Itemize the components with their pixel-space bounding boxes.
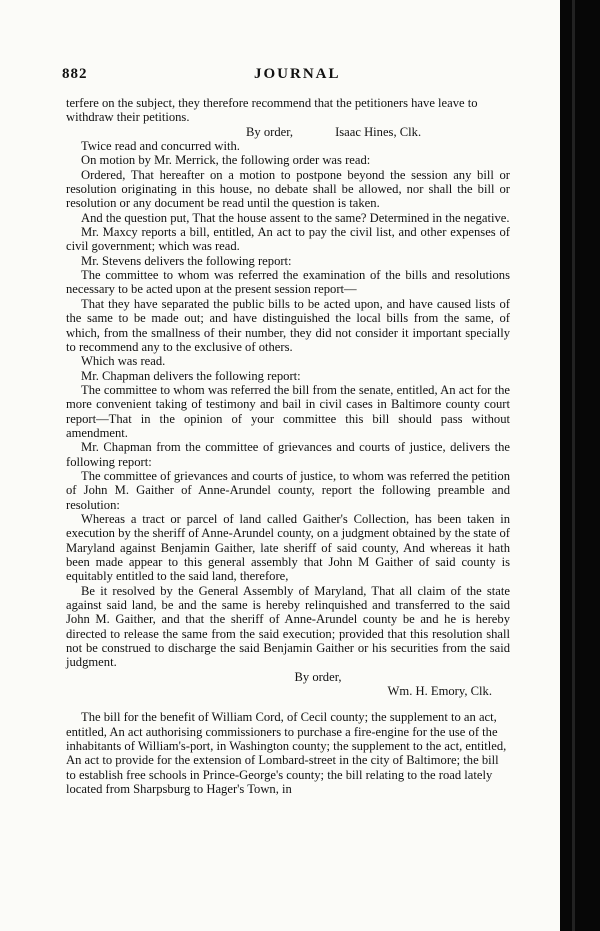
paragraph: Be it resolved by the General Assembly of Maryland, That all claim of the state against said land, be and the same is hereby relinquished and transferred to the said John M. Gaither, and that the sheriff of Anne-Arundel county be and he is hereby directed to release the same from the said execution; provided that this resolution shall not be construed to discharge the said Benjamin Gaither or his securities from the said judgment.	[66, 583, 510, 670]
paragraph: Mr. Chapman from the committee of grievances and courts of justice, delivers the following report:	[66, 440, 510, 469]
journal-text	[66, 96, 510, 797]
paragraph: Mr. Chapman delivers the following report:	[81, 368, 301, 383]
clerk-name: Isaac Hines, Clk.	[335, 124, 422, 139]
paragraph: And the question put, That the house assent to the same? Determined in the negative.	[81, 210, 510, 225]
paragraph: The bill for the benefit of William Cord, of Cecil county; the supplement to an act, entitled, An act authorising commissioners to purchase a fire-engine for the use of the inhabitants of William's-port, in Washington county; the supplement to the act, entitled, An act to provide for the extension of Lombard-street in the city of Baltimore; the bill to establish free schools in Prince-George's county; the bill relating to the road lately located from Sharpsburg to Hager's Town, in	[66, 710, 507, 797]
paragraph: The committee to whom was referred the bill from the senate, entitled, An act for the more convenient taking of testimony and bail in civil cases in Baltimore county court report—That in the opinion of your committee this bill should pass without amendment.	[66, 382, 510, 440]
scan-border	[560, 0, 600, 931]
paragraph: That they have separated the public bills to be acted upon, and have caused lists of the same to be made out; and have distinguished the local bills from the same, of which, from the smallness of their number, they did not consider it important specially to recommend any to the exclusive of others.	[66, 296, 510, 354]
adjacent-page-edge	[572, 0, 575, 931]
clerk-name: Wm. H. Emory, Clk.	[387, 684, 492, 699]
paragraph: Twice read and concurred with.	[81, 139, 240, 154]
page-title: JOURNAL	[254, 66, 341, 82]
paragraph: Ordered, That hereafter on a motion to postpone beyond the session any bill or resolution originating in this house, no debate shall be allowed, nor shall the bill or resolution or any document be read until the question is taken.	[66, 167, 510, 211]
page-header	[62, 66, 532, 88]
paragraph: Mr. Maxcy reports a bill, entitled, An act to pay the civil list, and other expenses of civil government; which was read.	[66, 225, 510, 254]
spacer	[66, 702, 510, 710]
paragraph: terfere on the subject, they therefore recommend that the petitioners have leave to withdraw their petitions.	[66, 96, 478, 125]
by-order-text: By order,	[294, 669, 342, 684]
paragraph: The committee to whom was referred the examination of the bills and resolutions necessary to be acted upon at the present session report—	[66, 268, 510, 297]
paragraph: The committee of grievances and courts of justice, to whom was referred the petition of John M. Gaither of Anne-Arundel county, report the following preamble and resolution:	[66, 468, 510, 512]
paragraph: Whereas a tract or parcel of land called Gaither's Collection, has been taken in execution by the sheriff of Anne-Arundel county, on a judgment obtained by the state of Maryland against Benjamin Gaither, late sheriff of said county, And whereas it hath been made appear to this general assembly that John M Gaither of said county is equitably entitled to the said land, therefore,	[66, 511, 510, 584]
paragraph: On motion by Mr. Merrick, the following order was read:	[81, 153, 371, 168]
page-number: 882	[62, 66, 88, 82]
by-order-text: By order,	[246, 124, 294, 139]
paragraph: Which was read.	[81, 354, 166, 369]
paragraph: Mr. Stevens delivers the following report:	[81, 253, 292, 268]
signature-line	[66, 125, 510, 139]
